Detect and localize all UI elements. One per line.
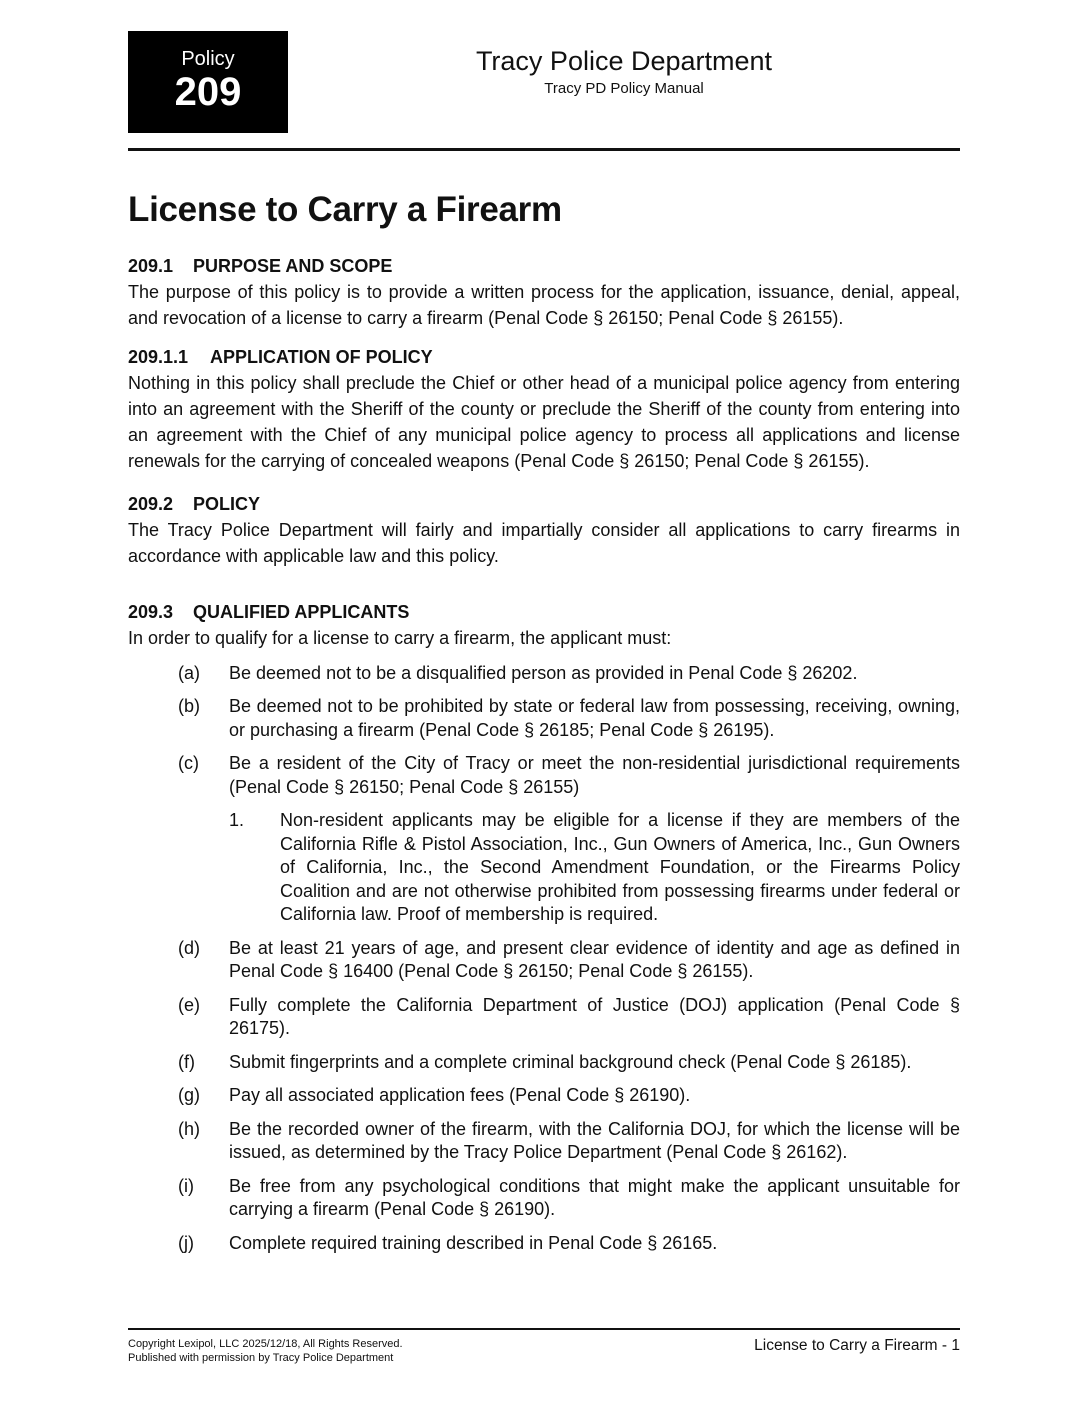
section-number: 209.3: [128, 602, 174, 623]
policy-number-badge: [128, 31, 288, 133]
section-heading-209-1: [128, 253, 960, 279]
list-item: [128, 1051, 960, 1075]
list-marker: (b): [178, 696, 200, 717]
section-title: PURPOSE AND SCOPE: [193, 256, 393, 276]
list-item: [128, 662, 960, 686]
published-text: Published with permission by Tracy Police Department: [128, 1352, 394, 1364]
qualification-list: [128, 662, 960, 1256]
policy-label: Policy: [181, 48, 235, 70]
list-marker: (i): [178, 1175, 194, 1196]
list-item: [128, 752, 960, 927]
header-divider: [128, 148, 960, 151]
list-marker: 1.: [229, 810, 245, 831]
section-number: 209.1.1: [128, 346, 189, 367]
list-text: Be at least 21 years of age, and present clear evidence of identity and age as defined in Penal Code § 16400 (Penal Code § 26150; Penal Code § 26155).: [229, 937, 960, 982]
department-name: Tracy Police Department: [475, 46, 773, 76]
list-item: [128, 1175, 960, 1222]
policy-number: 209: [174, 70, 242, 114]
list-text: Pay all associated application fees (Penal Code § 26190).: [229, 1085, 691, 1106]
section-title: QUALIFIED APPLICANTS: [193, 602, 410, 623]
document-body: [128, 186, 960, 1265]
sub-list: [229, 809, 960, 927]
list-marker: (a): [178, 662, 200, 683]
section-body-209-1: The purpose of this policy is to provide a written process for the application, issuance, denial, appeal, and revocation of a license to carry a firearm (Penal Code § 26150; Penal Code § 26155).: [128, 282, 960, 329]
list-marker: (d): [178, 937, 200, 958]
list-marker: (f): [178, 1051, 195, 1072]
list-item: [128, 994, 960, 1041]
list-item: [128, 1084, 960, 1108]
list-text: Fully complete the California Department of Justice (DOJ) application (Penal Code § 26175).: [229, 994, 960, 1039]
section-heading-209-3: [128, 599, 960, 625]
page-title: License to Carry a Firearm: [128, 190, 562, 229]
list-text: Be deemed not to be prohibited by state or federal law from possessing, receiving, owning, or purchasing a firearm (Penal Code § 26185; Penal Code § 26195).: [229, 696, 960, 740]
section-title: POLICY: [193, 493, 261, 514]
list-item: [128, 937, 960, 984]
list-text: Be deemed not to be a disqualified person as provided in Penal Code § 26202.: [229, 662, 858, 683]
list-marker: (e): [178, 994, 200, 1015]
manual-name: Tracy PD Policy Manual: [544, 80, 704, 97]
list-text: Complete required training described in Penal Code § 26165.: [229, 1232, 718, 1253]
list-item: [128, 1232, 960, 1256]
footer-copyright: [128, 1337, 403, 1365]
list-text: Submit fingerprints and a complete criminal background check (Penal Code § 26185).: [229, 1051, 912, 1072]
list-marker: (j): [178, 1232, 194, 1253]
list-marker: (g): [178, 1085, 200, 1106]
section-title: APPLICATION OF POLICY: [210, 346, 433, 367]
section-heading-209-2: [128, 491, 960, 517]
section-body-209-2: The Tracy Police Department will fairly and impartially consider all applications to carry firearms in accordance with applicable law and this policy.: [128, 519, 960, 567]
list-marker: (c): [178, 753, 199, 774]
section-number: 209.1: [128, 256, 174, 276]
page-footer-label: License to Carry a Firearm - 1: [754, 1337, 960, 1354]
list-marker: (h): [178, 1118, 200, 1139]
section-body-209-1-1: Nothing in this policy shall preclude the Chief or other head of a municipal police agency from entering into an agreement with the Sheriff of the county or preclude the Sheriff of the county from entering into an agreement with the Chief of any municipal police agency to process all applications and license renewals for the carrying of concealed weapons (Penal Code § 26150; Penal Code § 26155).: [128, 372, 960, 472]
section-heading-209-1-1: [128, 344, 960, 370]
list-item: [128, 695, 960, 742]
list-text: Non-resident applicants may be eligible for a license if they are members of the California Rifle & Pistol Association, Inc., Gun Owners of America, Inc., Gun Owners of California, Inc., the Second Amendment Foundation, or the Firearms Policy Coalition and are not otherwise prohibited from possessing firearms under federal or California law. Proof of membership is required.: [280, 810, 960, 925]
footer-divider: [128, 1328, 960, 1330]
list-text: Be free from any psychological conditions that might make the applicant unsuitable for carrying a firearm (Penal Code § 26190).: [229, 1175, 960, 1220]
copyright-text: Copyright Lexipol, LLC 2025/12/18, All Rights Reserved.: [128, 1338, 403, 1350]
list-item: [128, 1118, 960, 1165]
sub-list-item: [229, 809, 960, 927]
list-text: Be the recorded owner of the firearm, with the California DOJ, for which the license will be issued, as determined by the Tracy Police Department (Penal Code § 26162).: [229, 1118, 960, 1163]
list-text: Be a resident of the City of Tracy or meet the non-residential jurisdictional requirements (Penal Code § 26150; Penal Code § 26155): [229, 753, 960, 797]
section-intro-209-3: In order to qualify for a license to carry a firearm, the applicant must:: [128, 628, 672, 649]
section-number: 209.2: [128, 493, 174, 514]
